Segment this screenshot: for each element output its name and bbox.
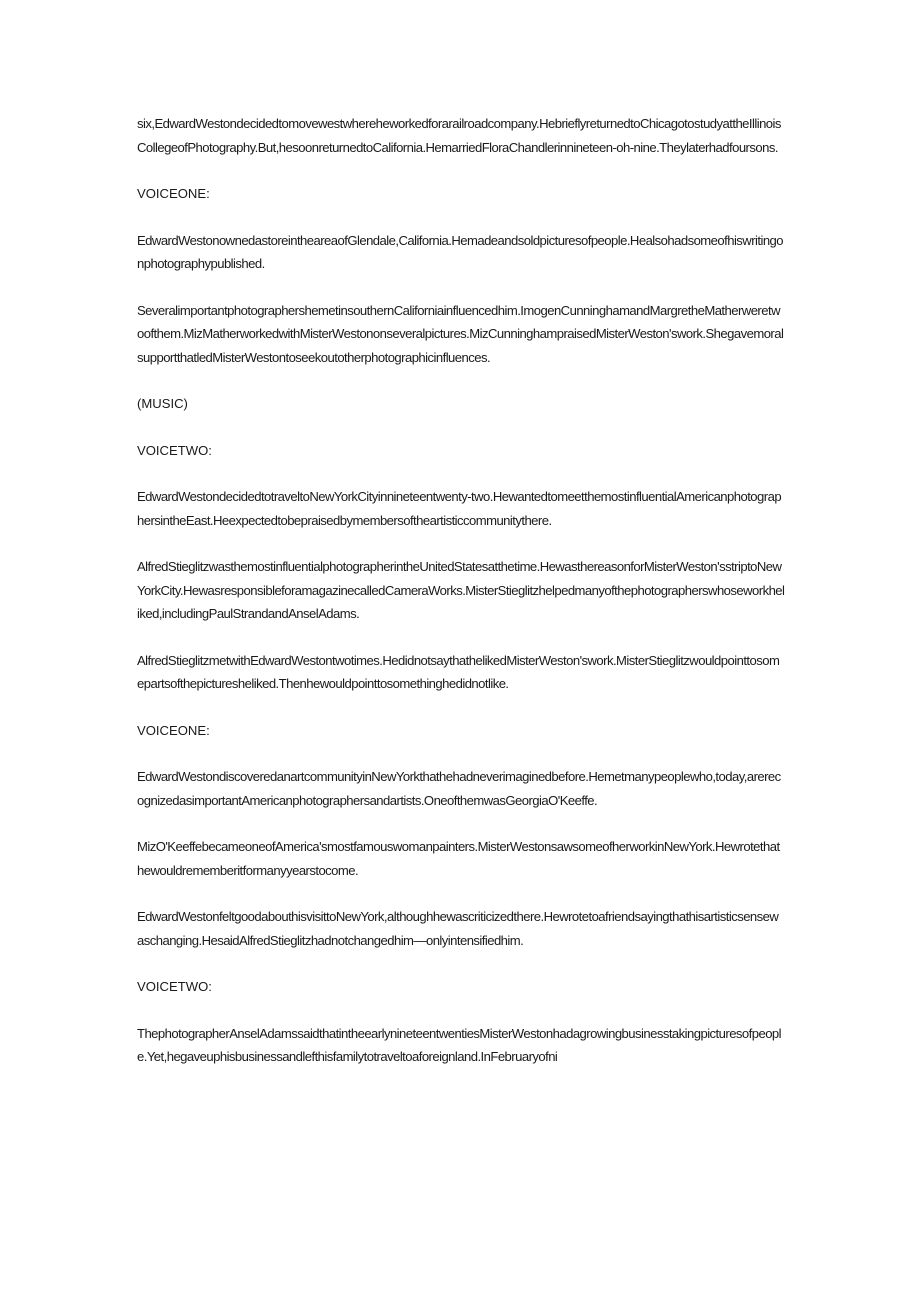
paragraph-6: AlfredStieglitzmetwithEdwardWestontwotimes.HedidnotsaythathelikedMisterWeston'swork.MisterStieglitzwouldpointtosomepartsofthepicturesheliked.Thenhewouldpointtosomethinghedidnotlike. bbox=[137, 652, 780, 691]
paragraph-10: ThephotographerAnselAdamssaidthatintheearlynineteentwentiesMisterWestonhadagrowingbusinesstakingpicturesofpeople.Yet,hegaveuphisbusinessandlefthisfamilytotraveltoaforeignland.InFebruaryofni bbox=[137, 1025, 782, 1064]
paragraph-9: EdwardWestonfeltgoodabouthisvisittoNewYork,althoughhewascriticizedthere.Hewrotetoafriendsayingthathisartisticsensewaschanging.HesaidAlfredStieglitzhadnotchangedhim—onlyintensifiedhim. bbox=[137, 909, 779, 948]
paragraph-7: EdwardWestondiscoveredanartcommunityinNewYorkthathehadneverimaginedbefore.Hemetmanypeoplewho,today,arerecognizedasimportantAmericanphotographersandartists.OneofthemwasGeorgiaO'Keeffe. bbox=[137, 769, 781, 808]
speaker-label-voice-one: VOICEONE: bbox=[137, 722, 210, 738]
paragraph-4: EdwardWestondecidedtotraveltoNewYorkCityinnineteentwenty-two.HewantedtomeetthemostinfluentialAmericanphotographersintheEast.Heexpectedtobepraisedbymembersoftheartisticcommunitythere. bbox=[137, 489, 782, 528]
document-body bbox=[137, 112, 785, 1092]
music-cue: (MUSIC) bbox=[137, 396, 188, 411]
speaker-label-voice-two: VOICETWO: bbox=[137, 979, 212, 994]
paragraph-3: SeveralimportantphotographershemetinsouthernCaliforniainfluencedhim.ImogenCunninghamandMargretheMatherweretwoofthem.MizMatherworkedwithMisterWestononseveralpictures.MizCunninghampraisedMisterWeston'swork.ShegavemoralsupportthatledMisterWestontoseekoutotherphotographicinfluences. bbox=[137, 302, 784, 365]
speaker-label-voice-one: VOICEONE: bbox=[137, 186, 210, 201]
paragraph-2: EdwardWestonownedastoreintheareaofGlendale,California.Hemadeandsoldpicturesofpeople.Healsohadsomeofhiswritingonphotographypublished. bbox=[137, 232, 784, 271]
paragraph-5: AlfredStieglitzwasthemostinfluentialphotographerintheUnitedStatesatthetime.HewasthereasonforMisterWeston'sstriptoNewYorkCity.HewasresponsibleforamagazinecalledCameraWorks.MisterStieglitzhelpedmanyofthephotographerswhoseworkheliked,includingPaulStrandandAnselAdams. bbox=[137, 559, 785, 621]
paragraph-1: six,EdwardWestondecidedtomovewestwhereheworkedforarailroadcompany.HebrieflyreturnedtoChicagotostudyattheIllinoisCollegeofPhotography.But,hesoonreturnedtoCalifornia.HemarriedFloraChandlerinnineteen-oh-nine.Theylaterhadfoursons. bbox=[137, 116, 781, 155]
paragraph-8: MizO'KeeffebecameoneofAmerica'smostfamouswomanpainters.MisterWestonsawsomeofherworkinNewYork.Hewrotethathewouldrememberitformanyyearstocome. bbox=[137, 839, 780, 878]
speaker-label-voice-two: VOICETWO: bbox=[137, 442, 212, 458]
